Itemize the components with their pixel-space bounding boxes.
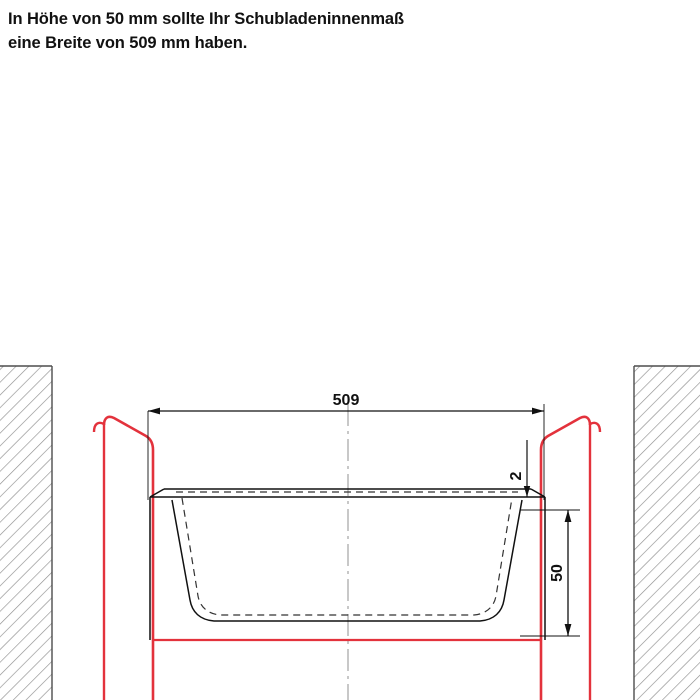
dimension-label-50: 50 (549, 564, 566, 582)
dimension-label-2: 2 (508, 471, 525, 481)
drawer-box-inner-dashed (176, 492, 518, 615)
drawer-runner-right (541, 417, 600, 700)
dimension-height-50 (520, 510, 580, 636)
page-title-line-1: In Höhe von 50 mm sollte Ihr Schubladeninnenmaß (8, 10, 404, 28)
drawer-runner-left (94, 417, 540, 700)
page-title-line-2: eine Breite von 509 mm haben. (8, 33, 248, 52)
cabinet-wall-left (0, 366, 52, 700)
dimension-width-509 (148, 392, 544, 500)
dimension-label-509: 509 (332, 392, 360, 409)
cabinet-wall-right (634, 366, 700, 700)
